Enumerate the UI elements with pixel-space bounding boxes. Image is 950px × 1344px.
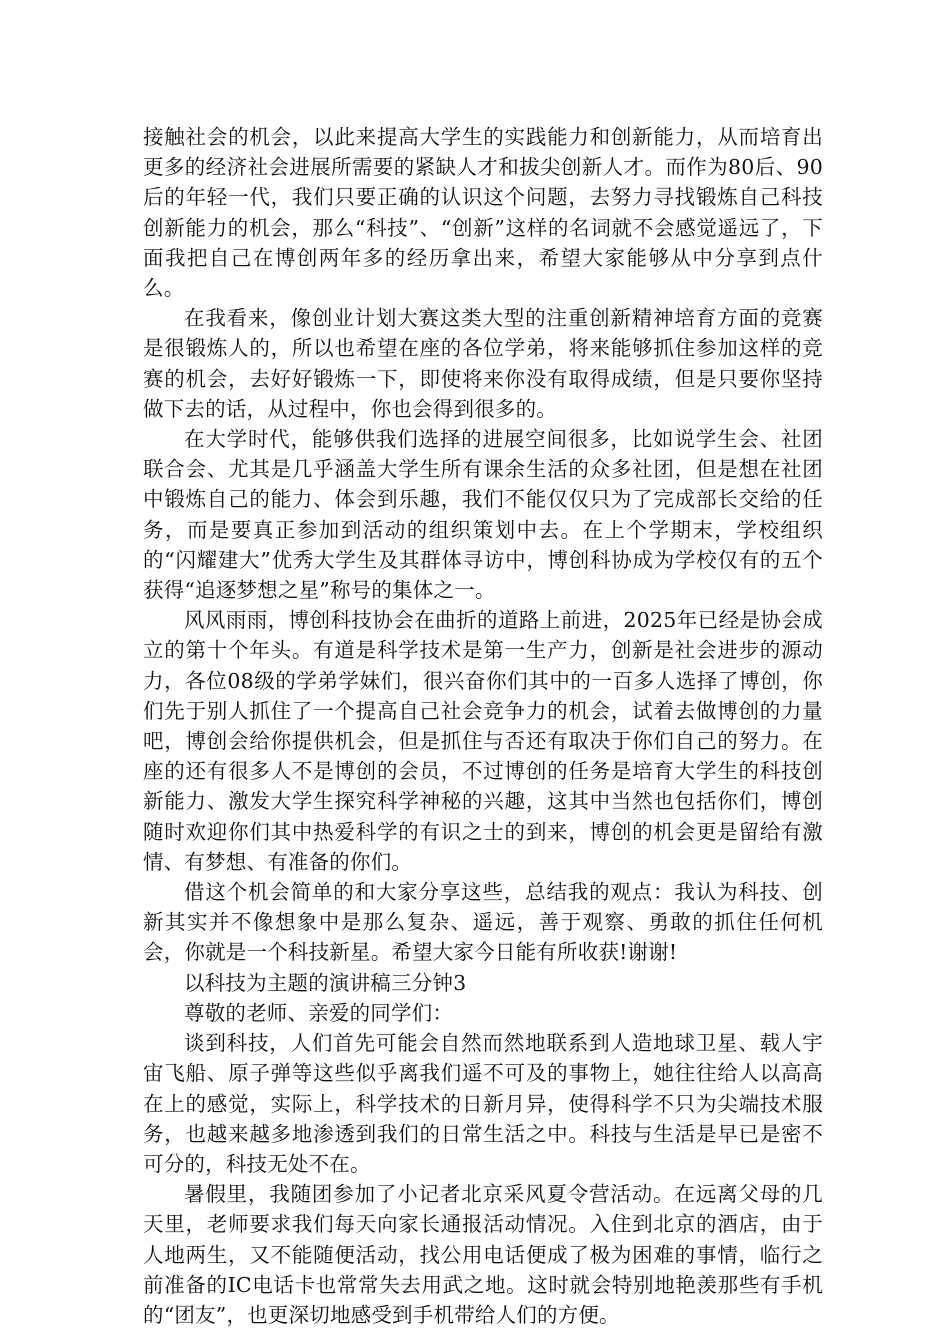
speech-greeting: 尊敬的老师、亲爱的同学们： [184, 1000, 454, 1025]
speech-title: 以科技为主题的演讲稿三分钟3 [184, 970, 467, 995]
paragraph-university-life: 在大学时代，能够供我们选择的进展空间很多，比如说学生会、社团联合会、尤其是几乎涵盖大学生所有课余生活的众多社团，但是想在社团中锻炼自己的能力、体会到乐趣，我们不能仅仅只为了完成部长交给的任务，而是要真正参加到活动的组织策划中去。在上个学期末，学校组织的“闪耀建大”优秀大学生及其群体寻访中，博创科协成为学校仅有的五个获得“追逐梦想之星”称号的集体之一。 [143, 427, 823, 603]
paragraph-conclusion: 借这个机会简单的和大家分享这些，总结我的观点：我认为科技、创新其实并不像想象中是那么复杂、遥远，善于观察、勇敢的抓住任何机会，你就是一个科技新星。希望大家今日能有所收获!谢谢! [143, 880, 823, 965]
paragraph-competition: 在我看来，像创业计划大赛这类大型的注重创新精神培育方面的竞赛是很锻炼人的，所以也希望在座的各位学弟，将来能够抓住参加这样的竞赛的机会，去好好锻炼一下，即使将来你没有取得成绩，但是只要你坚持做下去的话，从过程中，你也会得到很多的。 [143, 306, 823, 421]
paragraph-summer-camp: 暑假里，我随团参加了小记者北京采风夏令营活动。在远离父母的几天里，老师要求我们每天向家长通报活动情况。入住到北京的酒店，由于人地两生，又不能随便活动，找公用电话便成了极为困难的事情，临行之前准备的IC电话卡也常常失去用武之地。这时就会特别地艳羡那些有手机的“团友”，也更深切地感受到手机带给人们的方便。 [143, 1182, 823, 1327]
paragraph-technology-life: 谈到科技，人们首先可能会自然而然地联系到人造地球卫星、载人宇宙飞船、原子弹等这些似乎离我们遥不可及的事物上，她往往给人以高高在上的感觉，实际上，科学技术的日新月异，使得科学不只为尖端技术服务，也越来越多地渗透到我们的日常生活之中。科技与生活是早已是密不可分的，科技无处不在。 [143, 1031, 823, 1176]
paragraph-continuation: 接触社会的机会，以此来提高大学生的实践能力和创新能力，从而培育出更多的经济社会进展所需要的紧缺人才和拔尖创新人才。而作为80后、90后的年轻一代，我们只要正确的认识这个问题，去努力寻找锻炼自己科技创新能力的机会，那么“科技”、“创新”这样的名词就不会感觉遥远了，下面我把自己在博创两年多的经历拿出来，希望大家能够从中分享到点什么。 [143, 125, 823, 301]
document-body [143, 122, 823, 1330]
paragraph-association-history: 风风雨雨，博创科技协会在曲折的道路上前进，2025年已经是协会成立的第十个年头。有道是科学技术是第一生产力，创新是社会进步的源动力，各位08级的学弟学妹们，很兴奋你们其中的一百多人选择了博创，你们先于别人抓住了一个提高自己社会竞争力的机会，试着去做博创的力量吧，博创会给你提供机会，但是抓住与否还有取决于你们自己的努力。在座的还有很多人不是博创的会员，不过博创的任务是培育大学生的科技创新能力、激发大学生探究科学神秘的兴趣，这其中当然也包括你们，博创随时欢迎你们其中热爱科学的有识之士的到来，博创的机会更是留给有激情、有梦想、有准备的你们。 [143, 608, 823, 874]
